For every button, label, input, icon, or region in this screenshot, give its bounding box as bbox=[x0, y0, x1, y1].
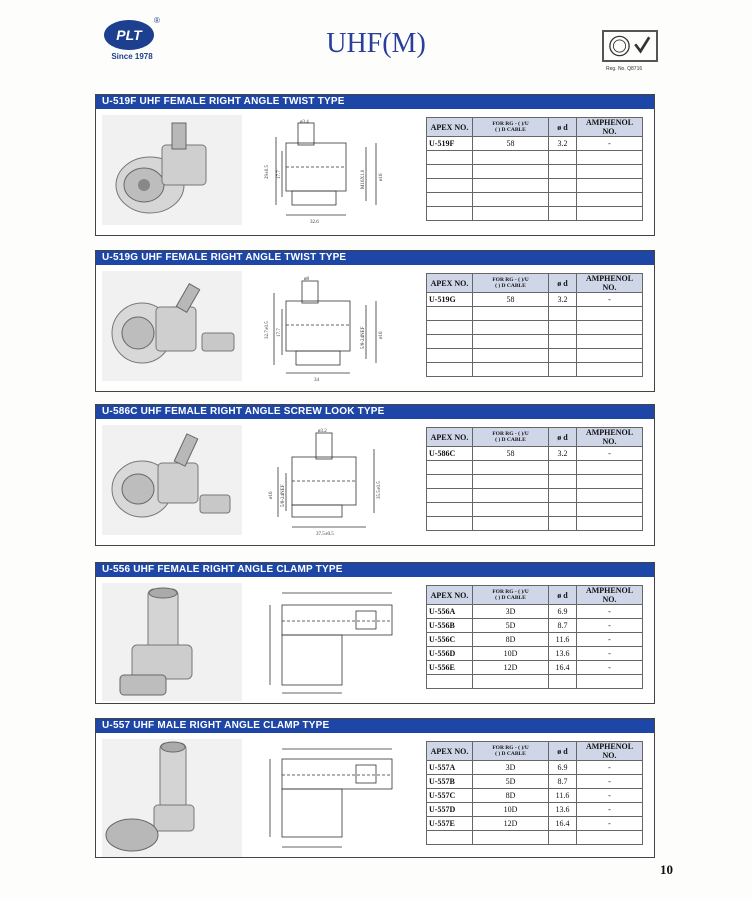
dim-bottom: 37.5±0.5 bbox=[316, 532, 334, 537]
table-row: U-557E 12D 16.4 - bbox=[427, 817, 643, 831]
plt-logo bbox=[100, 14, 164, 64]
cert-reg-number: Reg. No. Q8716 bbox=[606, 66, 643, 72]
spec-table bbox=[426, 273, 643, 377]
dim-right-thread: 5/8-24NEF bbox=[361, 326, 366, 349]
col-amphenol: AMPHENOL NO. bbox=[577, 428, 643, 447]
section-title: U-519G UHF FEMALE RIGHT ANGLE TWIST TYPE bbox=[96, 251, 654, 265]
col-cable: FOR RG - ( )/U ( ) D CABLE bbox=[473, 742, 549, 761]
spec-table bbox=[426, 427, 643, 531]
table-row bbox=[427, 349, 643, 363]
registered-mark: ® bbox=[154, 16, 160, 25]
dim-left-outer: ø16 bbox=[269, 491, 274, 499]
section-title: U-556 UHF FEMALE RIGHT ANGLE CLAMP TYPE bbox=[96, 563, 654, 577]
table-row bbox=[427, 321, 643, 335]
dim-left-outer: 29±0.5 bbox=[265, 165, 270, 179]
spec-header-row bbox=[427, 586, 643, 605]
table-row bbox=[427, 179, 643, 193]
col-cable: FOR RG - ( )/U ( ) D CABLE bbox=[473, 118, 549, 137]
table-row bbox=[427, 335, 643, 349]
table-row: U-586C 58 3.2 - bbox=[427, 447, 643, 461]
logo-since: Since 1978 bbox=[111, 52, 153, 61]
table-row bbox=[427, 307, 643, 321]
product-section-u586c bbox=[95, 404, 655, 546]
page-number: 10 bbox=[660, 862, 673, 877]
col-amphenol: AMPHENOL NO. bbox=[577, 742, 643, 761]
technical-drawing bbox=[256, 741, 406, 859]
table-row: U-556A 3D 6.9 - bbox=[427, 605, 643, 619]
col-apex: APEX NO. bbox=[427, 586, 473, 605]
page-title: UHF(M) bbox=[326, 28, 426, 59]
spec-header-row bbox=[427, 118, 643, 137]
col-od: ø d bbox=[549, 428, 577, 447]
product-section-u557 bbox=[95, 718, 655, 858]
col-cable: FOR RG - ( )/U ( ) D CABLE bbox=[473, 428, 549, 447]
col-apex: APEX NO. bbox=[427, 428, 473, 447]
col-amphenol: AMPHENOL NO. bbox=[577, 118, 643, 137]
col-od: ø d bbox=[549, 274, 577, 293]
col-od: ø d bbox=[549, 742, 577, 761]
col-amphenol: AMPHENOL NO. bbox=[577, 274, 643, 293]
col-apex: APEX NO. bbox=[427, 742, 473, 761]
connector-photo bbox=[102, 271, 242, 381]
table-row: U-519F 58 3.2 - bbox=[427, 137, 643, 151]
table-row bbox=[427, 165, 643, 179]
section-title: U-519F UHF FEMALE RIGHT ANGLE TWIST TYPE bbox=[96, 95, 654, 109]
table-row bbox=[427, 193, 643, 207]
dim-left-inner: 17.7 bbox=[277, 170, 282, 179]
table-row bbox=[427, 151, 643, 165]
connector-photo bbox=[102, 739, 242, 857]
col-od: ø d bbox=[549, 118, 577, 137]
table-row: U-556B 5D 8.7 - bbox=[427, 619, 643, 633]
dim-top: ø3.4 bbox=[300, 120, 309, 125]
cert-seal-icon bbox=[602, 30, 658, 62]
dim-top: ø3.2 bbox=[318, 429, 327, 434]
col-amphenol: AMPHENOL NO. bbox=[577, 586, 643, 605]
section-title: U-557 UHF MALE RIGHT ANGLE CLAMP TYPE bbox=[96, 719, 654, 733]
spec-header-row bbox=[427, 274, 643, 293]
table-row bbox=[427, 475, 643, 489]
table-row: U-556C 8D 11.6 - bbox=[427, 633, 643, 647]
table-row bbox=[427, 363, 643, 377]
technical-drawing bbox=[256, 273, 406, 383]
col-od: ø d bbox=[549, 586, 577, 605]
col-apex: APEX NO. bbox=[427, 274, 473, 293]
product-section-u519g bbox=[95, 250, 655, 392]
table-row bbox=[427, 503, 643, 517]
table-row bbox=[427, 831, 643, 845]
dim-left-inner: 17.7 bbox=[277, 328, 282, 337]
section-title: U-586C UHF FEMALE RIGHT ANGLE SCREW LOOK TYPE bbox=[96, 405, 654, 419]
spec-table bbox=[426, 117, 643, 221]
table-row bbox=[427, 675, 643, 689]
col-cable: FOR RG - ( )/U ( ) D CABLE bbox=[473, 274, 549, 293]
spec-table bbox=[426, 585, 643, 689]
dim-right-outer: ø16 bbox=[379, 331, 384, 339]
table-row bbox=[427, 517, 643, 531]
spec-table bbox=[426, 741, 643, 845]
page-header bbox=[0, 0, 752, 90]
spec-header-row bbox=[427, 742, 643, 761]
table-row bbox=[427, 489, 643, 503]
product-section-u519f bbox=[95, 94, 655, 236]
table-row: U-557A 3D 6.9 - bbox=[427, 761, 643, 775]
dim-top: ø8 bbox=[304, 277, 309, 282]
table-row bbox=[427, 461, 643, 475]
technical-drawing bbox=[256, 427, 406, 537]
table-row: U-557B 5D 8.7 - bbox=[427, 775, 643, 789]
connector-photo bbox=[102, 425, 242, 535]
logo-mark: PLT bbox=[104, 20, 154, 50]
spec-header-row bbox=[427, 428, 643, 447]
table-row: U-556D 10D 13.6 - bbox=[427, 647, 643, 661]
connector-photo bbox=[102, 583, 242, 701]
table-row: U-557D 10D 13.6 - bbox=[427, 803, 643, 817]
dim-right-thread: M16X1.0 bbox=[361, 169, 366, 189]
col-cable: FOR RG - ( )/U ( ) D CABLE bbox=[473, 586, 549, 605]
dim-left-inner: 5/8-24NEF bbox=[281, 484, 286, 507]
dim-right-outer: ø16 bbox=[379, 173, 384, 181]
product-section-u556 bbox=[95, 562, 655, 704]
dim-bottom: 34 bbox=[314, 378, 319, 383]
certification-badge bbox=[602, 22, 662, 72]
col-apex: APEX NO. bbox=[427, 118, 473, 137]
table-row: U-557C 8D 11.6 - bbox=[427, 789, 643, 803]
table-row bbox=[427, 207, 643, 221]
dim-right-outer: 35.5±0.5 bbox=[377, 481, 382, 499]
table-row: U-519G 58 3.2 - bbox=[427, 293, 643, 307]
dim-left-outer: 32.7±0.5 bbox=[265, 321, 270, 339]
technical-drawing bbox=[256, 585, 406, 703]
table-row: U-556E 12D 16.4 - bbox=[427, 661, 643, 675]
technical-drawing bbox=[256, 117, 406, 227]
connector-photo bbox=[102, 115, 242, 225]
dim-bottom: 32.6 bbox=[310, 220, 319, 225]
